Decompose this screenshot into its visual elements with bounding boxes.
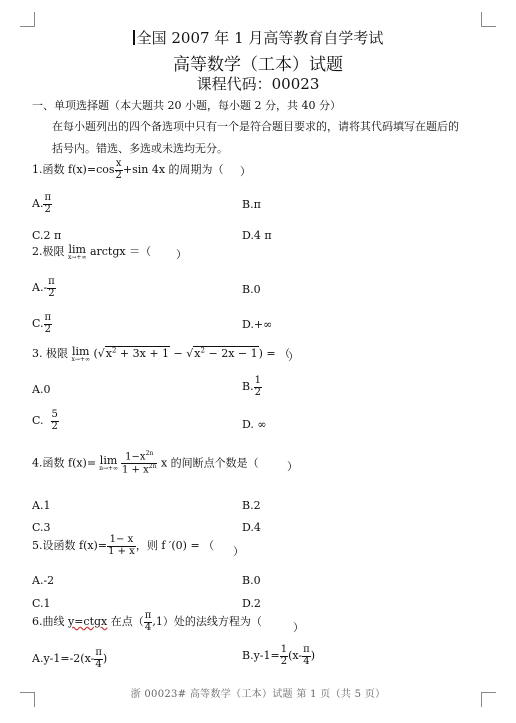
q6-a-fraction [94, 648, 103, 670]
q6-b-den2: 4 [303, 655, 310, 667]
q2-a-den: 2 [48, 287, 55, 299]
q6-bracket: ） [293, 621, 304, 634]
q4-bracket: ） [287, 460, 298, 473]
q6-b-mid: (x- [288, 649, 303, 662]
q4-den-text: 1 + x [122, 464, 149, 476]
crop-mark-top-right [481, 12, 496, 27]
q2-option-a-fraction [47, 277, 56, 299]
q6-a-end: ) [102, 652, 108, 665]
q6-b-fraction [280, 645, 288, 667]
q5-option-a: A.-2 [32, 574, 55, 587]
q6-a-den: 4 [95, 658, 102, 670]
q6-option-b [242, 645, 315, 667]
q1-fraction-num: x [115, 158, 122, 169]
course-code: 课程代码：00023 [196, 75, 320, 93]
question-3: 3. 极限 lim x→+∞ $(√x^2 + 3x + 1 - √x^2 - 2x - 1)$ = （ [32, 344, 291, 363]
q5-fraction-den: 1 + x [108, 545, 135, 557]
q2-option-c [32, 313, 52, 335]
q6-stem: 6.曲线 [32, 615, 68, 628]
section-heading: 一、单项选择题（本大题共 20 小题，每小题 2 分，共 40 分） [32, 99, 341, 112]
q2-bracket: ） [176, 248, 187, 261]
q2-option-c-fraction [44, 313, 53, 335]
q3-r2-tail: − 2x − 1 [204, 347, 258, 360]
q2-c-num: π [44, 312, 52, 323]
q6-stem-end: ,1）处的法线方程为（ [152, 615, 262, 628]
crop-mark-top-left [20, 12, 35, 27]
instruction-line-1: 在每小题列出的四个备选项中只有一个是符合题目要求的，请将其代码填写在题后的 [52, 120, 459, 133]
q5-option-c: C.1 [32, 597, 51, 610]
q5-fraction [107, 535, 136, 557]
q1-option-d: D.4 π [242, 229, 272, 242]
q1-fraction-den: 2 [115, 169, 122, 181]
q1-option-a-label: A. [32, 197, 44, 210]
q1-stem-end: +sin 4x 的周期为（ [122, 163, 224, 176]
q3-option-b-label: B. [242, 380, 254, 393]
q1-fraction [115, 159, 123, 181]
q3-r1-tail: + 3x + 1 [116, 347, 170, 360]
q4-den-exp: 2n [148, 462, 157, 470]
page-footer: 浙 00023# 高等数学（工本）试题 第 1 页（共 5 页） [130, 689, 386, 700]
q1-a-num: π [44, 192, 52, 203]
q3-limit [72, 346, 90, 363]
q3-r1-exp: 2 [111, 346, 117, 355]
q2-stem: 2.极限 [32, 245, 65, 258]
q2-option-a [32, 277, 56, 299]
q4-limit [99, 455, 118, 472]
q4-stem-end: x 的间断点个数是（ [160, 456, 259, 470]
q3-lim-sub: x→+∞ [71, 355, 90, 363]
q1-a-den: 2 [44, 203, 51, 215]
q1-stem: 1.函数 f(x)=cos [32, 163, 115, 176]
q6-pt-den: 4 [144, 621, 152, 633]
q4-fraction [121, 451, 157, 476]
q3-option-b-fraction [254, 376, 262, 398]
q1-option-a-fraction [43, 193, 52, 215]
instruction-line-2: 括号内。错选、多选或未选均无分。 [52, 142, 228, 155]
question-5 [32, 535, 214, 557]
q2-stem-end: arctgx ＝（ [89, 245, 152, 258]
q6-b-end: ) [310, 649, 316, 662]
q4-option-a: A.1 [32, 499, 51, 512]
q5-stem-end: ，则 f ′(0) = （ [135, 539, 215, 552]
q3-option-c [32, 410, 59, 432]
q6-b-den: 2 [280, 655, 288, 667]
q3-c-den: 2 [51, 420, 58, 432]
q5-stem: 5.设函数 f(x)= [32, 539, 108, 552]
q6-b-pre: B.y-1= [242, 649, 280, 662]
q4-option-d: D.4 [242, 521, 261, 534]
exam-title [0, 27, 516, 48]
exam-title-text: 全国 2007 年 1 月高等教育自学考试 [136, 29, 384, 47]
q4-lim-word: lim [99, 453, 118, 467]
q2-option-c-label: C. [32, 317, 44, 330]
subject-title: 高等数学（工本）试题 [173, 55, 343, 75]
q5-option-b: B.0 [242, 574, 261, 587]
q6-stem-mid: 在点（ [107, 615, 144, 628]
q3-lim-word: lim [71, 344, 90, 358]
q4-option-b: B.2 [242, 499, 261, 512]
q1-bracket: ） [240, 165, 251, 178]
q4-stem: 4.函数 f(x)= [32, 456, 97, 470]
q3-radical-2 [193, 346, 258, 360]
q3-option-d: D. ∞ [242, 418, 267, 431]
q5-fraction-num: 1− x [107, 535, 136, 547]
q3-option-b [242, 376, 262, 398]
q4-fraction-den [121, 464, 157, 476]
q3-b-num: 1 [254, 375, 261, 386]
text-cursor [133, 30, 135, 45]
q2-a-num: π [48, 276, 55, 287]
q2-option-b: B.0 [242, 283, 261, 296]
q3-c-num: 5 [51, 409, 58, 420]
q2-limit [68, 244, 86, 261]
q6-option-a [32, 648, 107, 670]
q3-option-a: A.0 [32, 383, 51, 396]
question-1 [32, 159, 224, 181]
q6-b-fraction-2 [302, 645, 311, 667]
q5-bracket: ） [233, 545, 244, 558]
q3-minus: − [170, 347, 187, 360]
q3-paren-open: ( [93, 347, 98, 360]
q4-num-exp: 2n [145, 450, 154, 457]
q2-lim-sub: x→+∞ [68, 253, 87, 261]
q4-option-c: C.3 [32, 521, 51, 534]
question-6 [32, 611, 262, 633]
q3-r2-exp: 2 [200, 346, 205, 355]
q2-lim-word: lim [68, 242, 86, 256]
q3-r2-base: x [194, 347, 201, 360]
q4-num-text: 1−x [125, 451, 146, 463]
q3-radical-1 [105, 346, 170, 360]
q6-a-pre: A.y-1=-2(x- [32, 652, 95, 665]
q3-option-c-label: C. [32, 414, 44, 427]
q5-option-d: D.2 [242, 597, 261, 610]
q2-option-d: D.+∞ [242, 318, 273, 331]
q3-stem: 3. 极限 [32, 347, 68, 360]
q6-b-num: 1 [280, 644, 288, 655]
q3-stem-end: ) = （ [258, 347, 291, 360]
q2-c-den: 2 [44, 323, 51, 335]
q1-option-a [32, 193, 52, 215]
q3-b-den: 2 [254, 386, 261, 398]
q3-option-c-fraction [51, 410, 59, 432]
q4-lim-sub: n→+∞ [99, 464, 118, 472]
q6-a-num: π [95, 647, 102, 658]
question-2 [32, 243, 151, 261]
q3-r1-base: x [105, 347, 112, 360]
q2-option-a-label: A.- [32, 281, 48, 294]
q1-option-c: C.2 π [32, 229, 62, 242]
q3-bracket: ） [288, 350, 299, 363]
question-4 [32, 451, 259, 476]
q1-option-b: B.π [242, 198, 261, 211]
q6-b-num2: π [303, 644, 310, 655]
q6-pt-num: π [144, 610, 152, 621]
q6-curve: y=ctgx [68, 615, 108, 628]
